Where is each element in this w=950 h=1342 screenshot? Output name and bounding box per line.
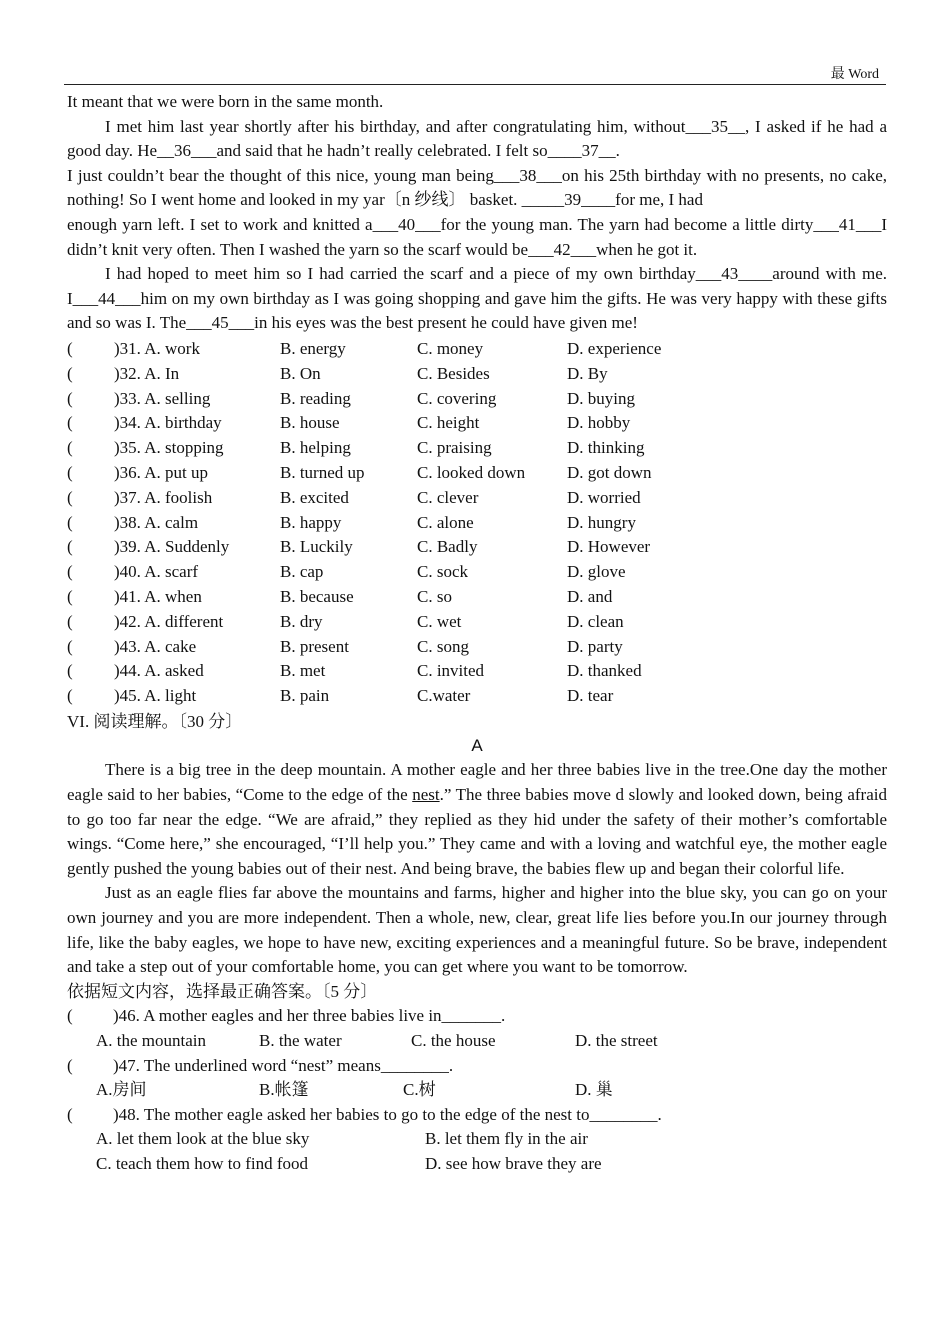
option-c[interactable]: C. praising: [417, 438, 492, 458]
cloze-paragraph-3a: I just couldn’t bear the thought of this nice, young man being___38___on his 25th birthday with no presents, no cake, nothing! So I went home and looked in my yar〔n 纱线〕 basket. _____39____for me, I had: [67, 165, 887, 210]
question-number-option-a[interactable]: )31. A. work: [114, 338, 200, 358]
question-number-option-a[interactable]: )44. A. asked: [114, 661, 204, 681]
option-b[interactable]: B. present: [280, 636, 349, 656]
reading-p1-after: .” The three babies move d slowly and looked down, being afraid to go too far near the edge. “We are afraid,” they replied as they hid under the safety of their mother’s comfortable wings. “Come here,” she encouraged, “I’ll help you.” They came and with a loving and watchful eye, the mother eagle gently pushed the young babies out of their nest. And being brave, the babies flew up and began their colorful life.: [67, 785, 887, 878]
option-c[interactable]: C. wet: [417, 611, 462, 631]
question-number-option-a[interactable]: )39. A. Suddenly: [114, 537, 230, 557]
option-c[interactable]: C.树: [403, 1080, 436, 1100]
question-row: [67, 560, 887, 585]
cloze-paragraph-1: It meant that we were born in the same month.: [67, 92, 384, 111]
answer-paren[interactable]: (: [67, 338, 73, 358]
question-number-option-a[interactable]: )33. A. selling: [114, 388, 211, 408]
option-d[interactable]: D. thinking: [567, 438, 645, 458]
option-b[interactable]: B. met: [280, 661, 326, 681]
option-c[interactable]: C. Badly: [417, 537, 478, 557]
option-d[interactable]: D. and: [567, 586, 613, 606]
answer-paren[interactable]: (: [67, 512, 73, 532]
question-47-stem: )47. The underlined word “nest” means________.: [113, 1055, 454, 1075]
answer-paren[interactable]: (: [67, 363, 73, 383]
option-d[interactable]: D. buying: [567, 388, 635, 408]
question-46: [67, 1004, 887, 1029]
question-48: [67, 1103, 887, 1128]
option-a[interactable]: A. let them look at the blue sky: [96, 1129, 310, 1149]
option-c[interactable]: C. Besides: [417, 363, 490, 383]
option-d[interactable]: D. see how brave they are: [425, 1153, 602, 1173]
question-number-option-a[interactable]: )37. A. foolish: [114, 487, 213, 507]
option-b[interactable]: B. excited: [280, 487, 349, 507]
question-row: [67, 684, 887, 709]
option-c[interactable]: C.water: [417, 686, 471, 706]
underlined-word-nest: nest: [412, 785, 440, 805]
question-row: [67, 635, 887, 660]
cloze-paragraph-2: I met him last year shortly after his birthday, and after congratulating him, without___35__, I asked if he had a good day. He__36___and said that he hadn’t really celebrated. I felt so____37__.: [67, 116, 887, 161]
option-d[interactable]: D. the street: [575, 1031, 658, 1051]
option-c[interactable]: C. song: [417, 636, 469, 656]
question-row: [67, 659, 887, 684]
question-number-option-a[interactable]: )45. A. light: [114, 686, 197, 706]
option-d[interactable]: D. thanked: [567, 661, 642, 681]
option-d[interactable]: D. party: [567, 636, 623, 656]
question-row: [67, 337, 887, 362]
cloze-paragraph-3b: enough yarn left. I set to work and knitted a___40___for the young man. The yarn had become a little dirty___41___I didn’t knit very often. Then I washed the yarn so the scarf would be___42___when he got it.: [67, 214, 887, 259]
option-b[interactable]: B. On: [280, 363, 321, 383]
option-c[interactable]: C. the house: [411, 1031, 496, 1051]
answer-paren[interactable]: (: [67, 1104, 73, 1124]
answer-paren[interactable]: (: [67, 661, 73, 681]
answer-paren[interactable]: (: [67, 1006, 73, 1026]
reading-paragraph-1: [67, 758, 887, 881]
option-c[interactable]: C. alone: [417, 512, 474, 532]
cloze-question-table: [67, 337, 887, 709]
option-d[interactable]: D. got down: [567, 462, 652, 482]
reading-section-title: VI. 阅读理解。〔30 分〕: [67, 711, 243, 731]
document-body: [67, 90, 887, 1177]
reading-part-label: A: [471, 735, 483, 755]
option-d[interactable]: D. However: [567, 537, 651, 557]
page-header: [64, 66, 886, 85]
option-c[interactable]: C. looked down: [417, 462, 526, 482]
option-c[interactable]: C. height: [417, 413, 480, 433]
question-row: [67, 610, 887, 635]
question-48-stem: )48. The mother eagle asked her babies to go to the edge of the nest to________.: [113, 1104, 662, 1124]
option-b[interactable]: B. the water: [259, 1031, 342, 1051]
question-number-option-a[interactable]: )36. A. put up: [114, 462, 208, 482]
question-46-options: [67, 1029, 887, 1054]
answer-paren[interactable]: (: [67, 1055, 73, 1075]
option-d[interactable]: D. 巢: [575, 1080, 613, 1100]
option-b[interactable]: B. pain: [280, 686, 330, 706]
option-b[interactable]: B. happy: [280, 512, 342, 532]
option-b[interactable]: B. Luckily: [280, 537, 353, 557]
option-d[interactable]: D. hungry: [567, 512, 636, 532]
option-b[interactable]: B. turned up: [280, 462, 365, 482]
answer-paren[interactable]: (: [67, 462, 73, 482]
question-48-options-row-2: [67, 1152, 887, 1177]
question-row: [67, 535, 887, 560]
question-46-stem: )46. A mother eagles and her three babies live in_______.: [113, 1006, 506, 1026]
reading-paragraph-2: Just as an eagle flies far above the mountains and farms, higher and higher into the blue sky, you can go on your own journey and you are more independent. Then a whole, new, clear, great life lies before you.In our journey through life, like the baby eagles, we hope to have new, exciting experiences and a meaningful future. So be brave, independent and take a step out of your comfortable home, you can get where you want to be tomorrow.: [67, 883, 887, 977]
option-a[interactable]: A.房间: [96, 1080, 147, 1100]
option-b[interactable]: B. reading: [280, 388, 351, 408]
option-c[interactable]: C. clever: [417, 487, 479, 507]
option-d[interactable]: D. worried: [567, 487, 641, 507]
option-b[interactable]: B. because: [280, 586, 354, 606]
question-number-option-a[interactable]: )35. A. stopping: [114, 438, 224, 458]
question-row: [67, 411, 887, 436]
question-47-options: [67, 1078, 887, 1103]
question-number-option-a[interactable]: )32. A. In: [114, 363, 180, 383]
option-d[interactable]: D. clean: [567, 611, 624, 631]
option-b[interactable]: B. let them fly in the air: [425, 1129, 588, 1149]
answer-paren[interactable]: (: [67, 562, 73, 582]
answer-paren[interactable]: (: [67, 636, 73, 656]
answer-paren[interactable]: (: [67, 586, 73, 606]
answer-paren[interactable]: (: [67, 438, 73, 458]
option-c[interactable]: C. money: [417, 338, 484, 358]
question-row: [67, 362, 887, 387]
question-number-option-a[interactable]: )34. A. birthday: [114, 413, 222, 433]
option-c[interactable]: C. teach them how to find food: [96, 1153, 308, 1173]
answer-paren[interactable]: (: [67, 413, 73, 433]
question-47: [67, 1054, 887, 1079]
question-row: [67, 387, 887, 412]
option-b[interactable]: B. house: [280, 413, 340, 433]
question-number-option-a[interactable]: )43. A. cake: [114, 636, 197, 656]
option-c[interactable]: C. covering: [417, 388, 497, 408]
answer-paren[interactable]: (: [67, 388, 73, 408]
option-a[interactable]: A. the mountain: [96, 1031, 207, 1051]
header-label: 最 Word: [830, 67, 879, 82]
option-c[interactable]: C. so: [417, 586, 452, 606]
question-row: [67, 436, 887, 461]
question-48-options-row-1: [67, 1127, 887, 1152]
option-d[interactable]: D. hobby: [567, 413, 631, 433]
answer-paren[interactable]: (: [67, 611, 73, 631]
option-b[interactable]: B.帐篷: [259, 1080, 309, 1100]
question-row: [67, 461, 887, 486]
option-b[interactable]: B. helping: [280, 438, 351, 458]
option-d[interactable]: D. tear: [567, 686, 614, 706]
question-row: [67, 585, 887, 610]
option-c[interactable]: C. sock: [417, 562, 468, 582]
question-number-option-a[interactable]: )41. A. when: [114, 586, 202, 606]
question-number-option-a[interactable]: )40. A. scarf: [114, 562, 199, 582]
reading-instruction: 依据短文内容，选择最正确答案。〔5 分〕: [67, 981, 378, 1001]
option-c[interactable]: C. invited: [417, 661, 485, 681]
answer-paren[interactable]: (: [67, 686, 73, 706]
answer-paren[interactable]: (: [67, 537, 73, 557]
option-d[interactable]: D. experience: [567, 338, 662, 358]
option-b[interactable]: B. energy: [280, 338, 346, 358]
question-row: [67, 511, 887, 536]
option-d[interactable]: D. By: [567, 363, 608, 383]
reading-p1-before: There is a big tree in the deep mountain. A mother eagle and her three babies live in the tree.One day the mother eagle said to her babies, “Come to the edge of the: [67, 760, 887, 805]
option-b[interactable]: B. dry: [280, 611, 323, 631]
option-b[interactable]: B. cap: [280, 562, 324, 582]
option-d[interactable]: D. glove: [567, 562, 626, 582]
answer-paren[interactable]: (: [67, 487, 73, 507]
question-row: [67, 486, 887, 511]
cloze-paragraph-4: I had hoped to meet him so I had carried the scarf and a piece of my own birthday___43____around with me. I___44___him on my own birthday as I was going shopping and gave him the gifts. He was very happy with these gifts and so was I. The___45___in his eyes was the best present he could have given me!: [67, 264, 887, 333]
question-number-option-a[interactable]: )38. A. calm: [114, 512, 199, 532]
question-number-option-a[interactable]: )42. A. different: [114, 611, 224, 631]
